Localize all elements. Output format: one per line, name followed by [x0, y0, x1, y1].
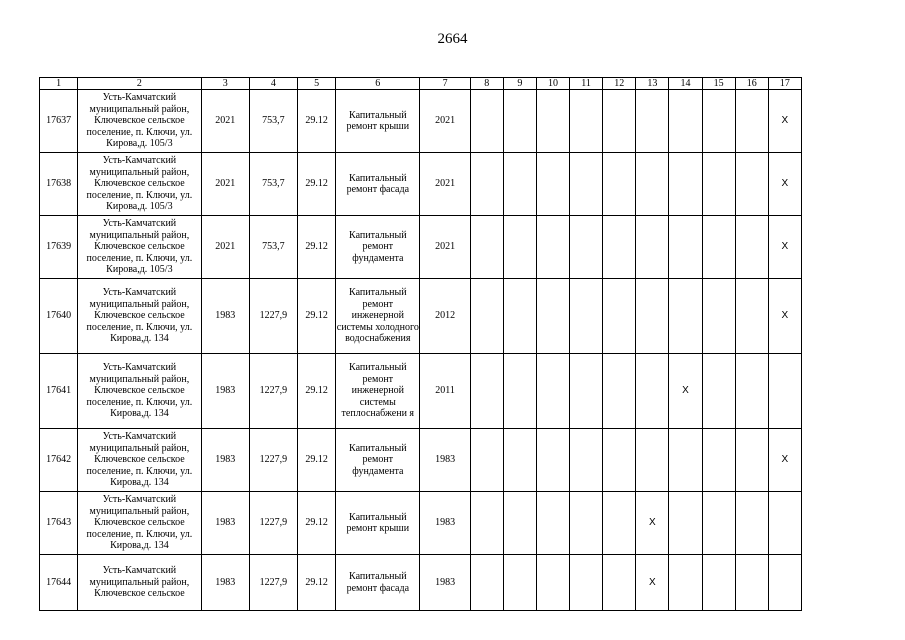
column-header: 8 — [470, 78, 503, 90]
table-row — [40, 354, 802, 429]
mark-cell: X — [768, 429, 801, 492]
column-header: 17 — [768, 78, 801, 90]
empty-cell — [536, 354, 569, 429]
address-cell: Усть-Камчатский муниципальный район, Ключевское сельское поселение, п. Ключи, ул. Кирова,д. 105/3 — [78, 216, 201, 279]
repair-year-cell: 2011 — [420, 354, 470, 429]
repair-year-cell: 1983 — [420, 429, 470, 492]
repair-year-cell: 2012 — [420, 279, 470, 354]
empty-cell — [470, 492, 503, 555]
empty-cell — [570, 90, 603, 153]
empty-cell — [768, 555, 801, 611]
area-cell: 1227,9 — [249, 354, 297, 429]
empty-cell — [603, 354, 636, 429]
empty-cell — [669, 90, 702, 153]
empty-cell — [536, 279, 569, 354]
column-header: 9 — [503, 78, 536, 90]
area-cell: 753,7 — [249, 90, 297, 153]
empty-cell — [570, 492, 603, 555]
empty-cell — [702, 90, 735, 153]
row-number: 17641 — [40, 354, 78, 429]
column-header: 1 — [40, 78, 78, 90]
mark-cell: X — [669, 354, 702, 429]
work-type-cell: Капитальный ремонт фасада — [336, 555, 420, 611]
empty-cell — [669, 492, 702, 555]
table-row — [40, 90, 802, 153]
empty-cell — [470, 153, 503, 216]
mark-cell: X — [768, 216, 801, 279]
work-type-cell: Капитальный ремонт крыши — [336, 90, 420, 153]
column-header: 13 — [636, 78, 669, 90]
empty-cell — [503, 555, 536, 611]
empty-cell — [603, 492, 636, 555]
mark-cell: X — [636, 492, 669, 555]
empty-cell — [536, 492, 569, 555]
row-number: 17642 — [40, 429, 78, 492]
empty-cell — [636, 429, 669, 492]
area-cell: 1227,9 — [249, 492, 297, 555]
empty-cell — [768, 354, 801, 429]
row-number: 17640 — [40, 279, 78, 354]
build-year-cell: 1983 — [201, 555, 249, 611]
empty-cell — [503, 429, 536, 492]
column-header: 4 — [249, 78, 297, 90]
column-header: 3 — [201, 78, 249, 90]
repair-year-cell: 1983 — [420, 555, 470, 611]
empty-cell — [669, 429, 702, 492]
empty-cell — [570, 429, 603, 492]
repair-table — [39, 77, 802, 611]
build-year-cell: 2021 — [201, 90, 249, 153]
empty-cell — [636, 153, 669, 216]
empty-cell — [702, 492, 735, 555]
table-row — [40, 429, 802, 492]
work-type-cell: Капитальный ремонт крыши — [336, 492, 420, 555]
empty-cell — [702, 216, 735, 279]
mark-cell: X — [768, 90, 801, 153]
empty-cell — [702, 354, 735, 429]
work-type-cell: Капитальный ремонт фундамента — [336, 216, 420, 279]
empty-cell — [702, 555, 735, 611]
work-type-cell: Капитальный ремонт фундамента — [336, 429, 420, 492]
empty-cell — [735, 354, 768, 429]
empty-cell — [470, 216, 503, 279]
empty-cell — [603, 279, 636, 354]
row-number: 17643 — [40, 492, 78, 555]
row-number: 17639 — [40, 216, 78, 279]
empty-cell — [603, 153, 636, 216]
empty-cell — [570, 555, 603, 611]
empty-cell — [536, 555, 569, 611]
build-year-cell: 1983 — [201, 279, 249, 354]
repair-year-cell: 2021 — [420, 216, 470, 279]
repair-year-cell: 2021 — [420, 90, 470, 153]
address-cell: Усть-Камчатский муниципальный район, Ключевское сельское — [78, 555, 201, 611]
column-header: 6 — [336, 78, 420, 90]
area-cell: 1227,9 — [249, 429, 297, 492]
address-cell: Усть-Камчатский муниципальный район, Ключевское сельское поселение, п. Ключи, ул. Кирова,д. 134 — [78, 354, 201, 429]
build-year-cell: 1983 — [201, 429, 249, 492]
empty-cell — [669, 279, 702, 354]
empty-cell — [603, 216, 636, 279]
empty-cell — [636, 90, 669, 153]
empty-cell — [702, 429, 735, 492]
address-cell: Усть-Камчатский муниципальный район, Ключевское сельское поселение, п. Ключи, ул. Кирова,д. 105/3 — [78, 90, 201, 153]
empty-cell — [669, 153, 702, 216]
area-cell: 1227,9 — [249, 279, 297, 354]
header-row — [40, 78, 802, 90]
address-cell: Усть-Камчатский муниципальный район, Ключевское сельское поселение, п. Ключи, ул. Кирова,д. 134 — [78, 492, 201, 555]
row-number: 17644 — [40, 555, 78, 611]
work-type-cell: Капитальный ремонт инженерной системы теплоснабжени я — [336, 354, 420, 429]
empty-cell — [669, 555, 702, 611]
column-header: 5 — [298, 78, 336, 90]
build-year-cell: 2021 — [201, 153, 249, 216]
empty-cell — [768, 492, 801, 555]
empty-cell — [636, 354, 669, 429]
empty-cell — [570, 279, 603, 354]
empty-cell — [603, 429, 636, 492]
empty-cell — [470, 279, 503, 354]
empty-cell — [536, 90, 569, 153]
empty-cell — [470, 354, 503, 429]
mark-cell: X — [768, 279, 801, 354]
column-header: 7 — [420, 78, 470, 90]
code-cell: 29.12 — [298, 90, 336, 153]
code-cell: 29.12 — [298, 354, 336, 429]
empty-cell — [470, 429, 503, 492]
page-number: 2664 — [437, 31, 468, 47]
build-year-cell: 1983 — [201, 354, 249, 429]
code-cell: 29.12 — [298, 429, 336, 492]
area-cell: 753,7 — [249, 216, 297, 279]
code-cell: 29.12 — [298, 153, 336, 216]
empty-cell — [702, 153, 735, 216]
empty-cell — [470, 555, 503, 611]
row-number: 17637 — [40, 90, 78, 153]
empty-cell — [735, 216, 768, 279]
empty-cell — [536, 216, 569, 279]
build-year-cell: 1983 — [201, 492, 249, 555]
table-row — [40, 555, 802, 611]
row-number: 17638 — [40, 153, 78, 216]
table-row — [40, 492, 802, 555]
empty-cell — [669, 216, 702, 279]
column-header: 12 — [603, 78, 636, 90]
table-row — [40, 279, 802, 354]
empty-cell — [503, 492, 536, 555]
repair-year-cell: 2021 — [420, 153, 470, 216]
empty-cell — [570, 216, 603, 279]
column-header: 11 — [570, 78, 603, 90]
empty-cell — [570, 153, 603, 216]
empty-cell — [735, 90, 768, 153]
table-row — [40, 153, 802, 216]
empty-cell — [536, 153, 569, 216]
empty-cell — [636, 216, 669, 279]
work-type-cell: Капитальный ремонт инженерной системы холодного водоснабжения — [336, 279, 420, 354]
table-row — [40, 216, 802, 279]
empty-cell — [603, 90, 636, 153]
mark-cell: X — [636, 555, 669, 611]
empty-cell — [735, 555, 768, 611]
build-year-cell: 2021 — [201, 216, 249, 279]
code-cell: 29.12 — [298, 555, 336, 611]
column-header: 2 — [78, 78, 201, 90]
empty-cell — [503, 153, 536, 216]
empty-cell — [470, 90, 503, 153]
column-header: 14 — [669, 78, 702, 90]
address-cell: Усть-Камчатский муниципальный район, Ключевское сельское поселение, п. Ключи, ул. Кирова,д. 134 — [78, 279, 201, 354]
code-cell: 29.12 — [298, 279, 336, 354]
empty-cell — [570, 354, 603, 429]
column-header: 15 — [702, 78, 735, 90]
empty-cell — [735, 279, 768, 354]
column-header: 16 — [735, 78, 768, 90]
empty-cell — [735, 492, 768, 555]
empty-cell — [702, 279, 735, 354]
empty-cell — [636, 279, 669, 354]
area-cell: 753,7 — [249, 153, 297, 216]
empty-cell — [503, 90, 536, 153]
empty-cell — [735, 429, 768, 492]
column-header: 10 — [536, 78, 569, 90]
address-cell: Усть-Камчатский муниципальный район, Ключевское сельское поселение, п. Ключи, ул. Кирова,д. 105/3 — [78, 153, 201, 216]
empty-cell — [536, 429, 569, 492]
empty-cell — [503, 279, 536, 354]
empty-cell — [735, 153, 768, 216]
code-cell: 29.12 — [298, 216, 336, 279]
area-cell: 1227,9 — [249, 555, 297, 611]
empty-cell — [603, 555, 636, 611]
empty-cell — [503, 216, 536, 279]
address-cell: Усть-Камчатский муниципальный район, Ключевское сельское поселение, п. Ключи, ул. Кирова,д. 134 — [78, 429, 201, 492]
mark-cell: X — [768, 153, 801, 216]
repair-year-cell: 1983 — [420, 492, 470, 555]
work-type-cell: Капитальный ремонт фасада — [336, 153, 420, 216]
code-cell: 29.12 — [298, 492, 336, 555]
empty-cell — [503, 354, 536, 429]
